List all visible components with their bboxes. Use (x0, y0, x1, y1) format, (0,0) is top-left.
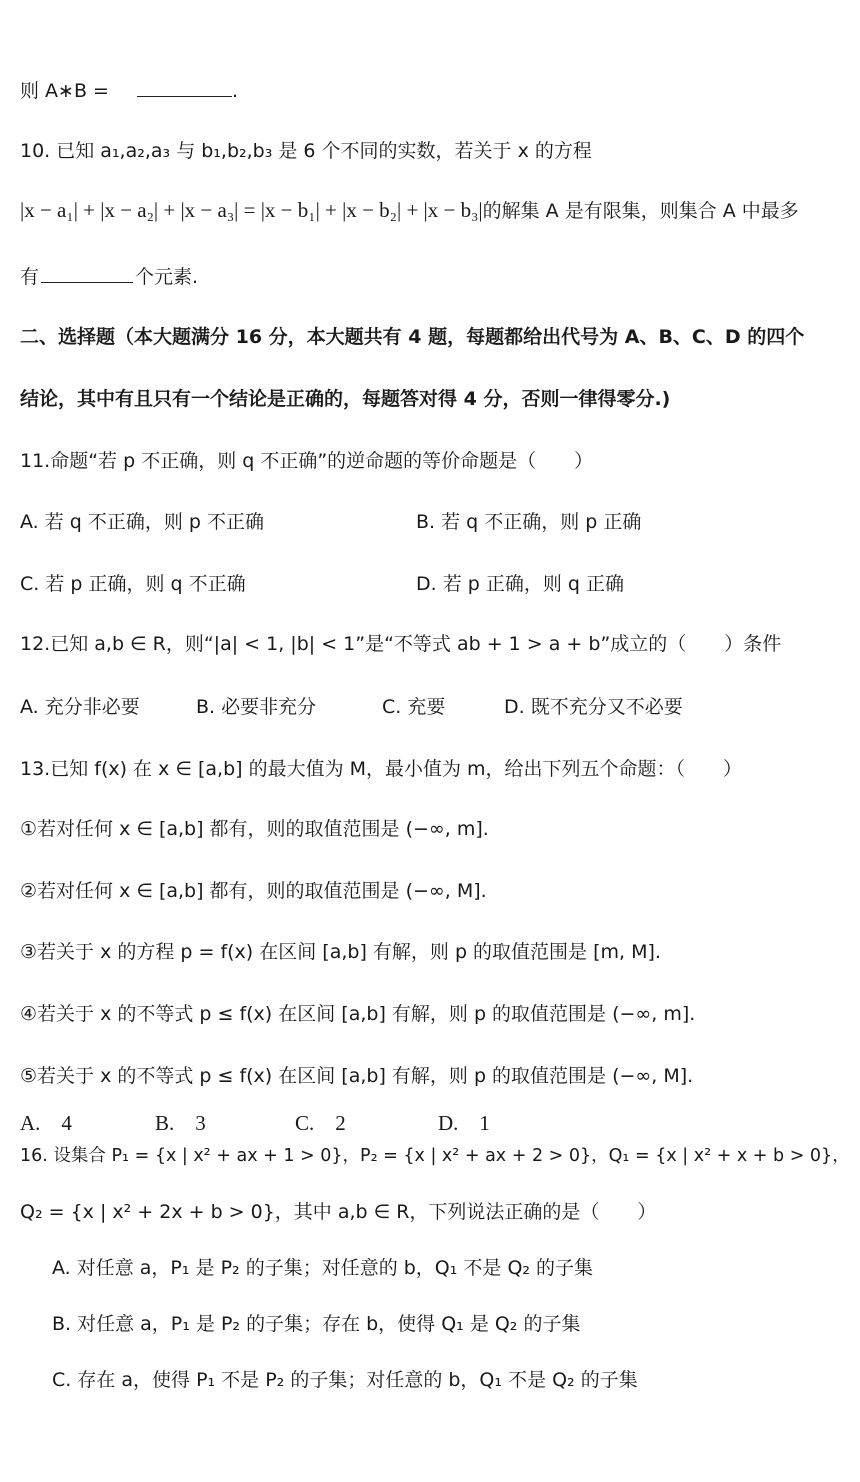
q16-option-b: B. 对任意 a，P₁ 是 P₂ 的子集；存在 b，使得 Q₁ 是 Q₂ 的子集 (52, 1313, 581, 1335)
q12-option-b: B. 必要非充分 (196, 696, 317, 718)
q12-option-c: C. 充要 (382, 696, 446, 718)
q13-option-c: C. 2 (295, 1111, 346, 1135)
q13-stem: 13.已知 f(x) 在 x ∈ [a,b] 的最大值为 M，最小值为 m，给出下列五个命题：（ ） (20, 758, 743, 780)
section-heading-line1: 二、选择题（本大题满分 16 分，本大题共有 4 题，每题都给出代号为 A、B、C、D 的四个 (20, 326, 805, 348)
q13-statement-1: ①若对任何 x ∈ [a,b] 都有，则的取值范围是 (−∞, m]. (20, 818, 489, 840)
answer-blank (137, 78, 232, 97)
q13-option-d: D. 1 (438, 1111, 490, 1135)
q11-option-d: D. 若 p 正确，则 q 正确 (416, 573, 624, 595)
section-heading-line2: 结论，其中有且只有一个结论是正确的，每题答对得 4 分，否则一律得零分.) (20, 388, 671, 410)
text: 则 A∗B = (20, 80, 109, 102)
q12-stem: 12.已知 a,b ∈ R，则“|a| < 1, |b| < 1”是“不等式 ab + 1 > a + b”成立的（ ）条件 (20, 633, 782, 655)
answer-blank (41, 264, 133, 283)
q10-line2 (20, 198, 799, 223)
q11-stem: 11.命题“若 p 不正确，则 q 不正确”的逆命题的等价命题是（ ） (20, 450, 594, 472)
text: 的解集 A 是有限集，则集合 A 中最多 (482, 200, 799, 222)
q16-option-a: A. 对任意 a，P₁ 是 P₂ 的子集；对任意的 b，Q₁ 不是 Q₂ 的子集 (52, 1257, 594, 1279)
q10-line3 (20, 264, 198, 289)
q11-option-b: B. 若 q 不正确，则 p 正确 (416, 511, 642, 533)
text: 个元素. (135, 266, 199, 288)
q12-option-a: A. 充分非必要 (20, 696, 140, 718)
q11-option-c: C. 若 p 正确，则 q 不正确 (20, 573, 246, 595)
q13-option-a: A. 4 (20, 1111, 72, 1135)
q13-statement-5: ⑤若关于 x 的不等式 p ≤ f(x) 在区间 [a,b] 有解，则 p 的取值范围是 (−∞, M]. (20, 1065, 694, 1087)
q11-option-a: A. 若 q 不正确，则 p 不正确 (20, 511, 265, 533)
text: 有 (20, 266, 40, 288)
line-a-star-b: 则 A∗B = . (20, 80, 239, 102)
equation: |x − a₁| + |x − a₂| + |x − a₃| = |x − b₁| + |x − b₂| + |x − b₃| (20, 198, 483, 222)
q13-option-b: B. 3 (155, 1111, 206, 1135)
q13-statement-4: ④若关于 x 的不等式 p ≤ f(x) 在区间 [a,b] 有解，则 p 的取值范围是 (−∞, m]. (20, 1003, 696, 1025)
q13-statement-2: ②若对任何 x ∈ [a,b] 都有，则的取值范围是 (−∞, M]. (20, 880, 487, 902)
q16-option-c: C. 存在 a，使得 P₁ 不是 P₂ 的子集；对任意的 b，Q₁ 不是 Q₂ 的子集 (52, 1369, 638, 1391)
q16-stem-line1: 16. 设集合 P₁ = {x | x² + ax + 1 > 0}，P₂ = {x | x² + ax + 2 > 0}，Q₁ = {x | x² + x + b > 0}， (20, 1146, 850, 1166)
q13-statement-3: ③若关于 x 的方程 p = f(x) 在区间 [a,b] 有解，则 p 的取值范围是 [m, M]. (20, 941, 661, 963)
q16-stem-line2: Q₂ = {x | x² + 2x + b > 0}，其中 a,b ∈ R，下列说法正确的是（ ） (20, 1201, 657, 1223)
q10-line1: 10. 已知 a₁,a₂,a₃ 与 b₁,b₂,b₃ 是 6 个不同的实数，若关于 x 的方程 (20, 140, 592, 162)
q12-option-d: D. 既不充分又不必要 (504, 696, 683, 718)
